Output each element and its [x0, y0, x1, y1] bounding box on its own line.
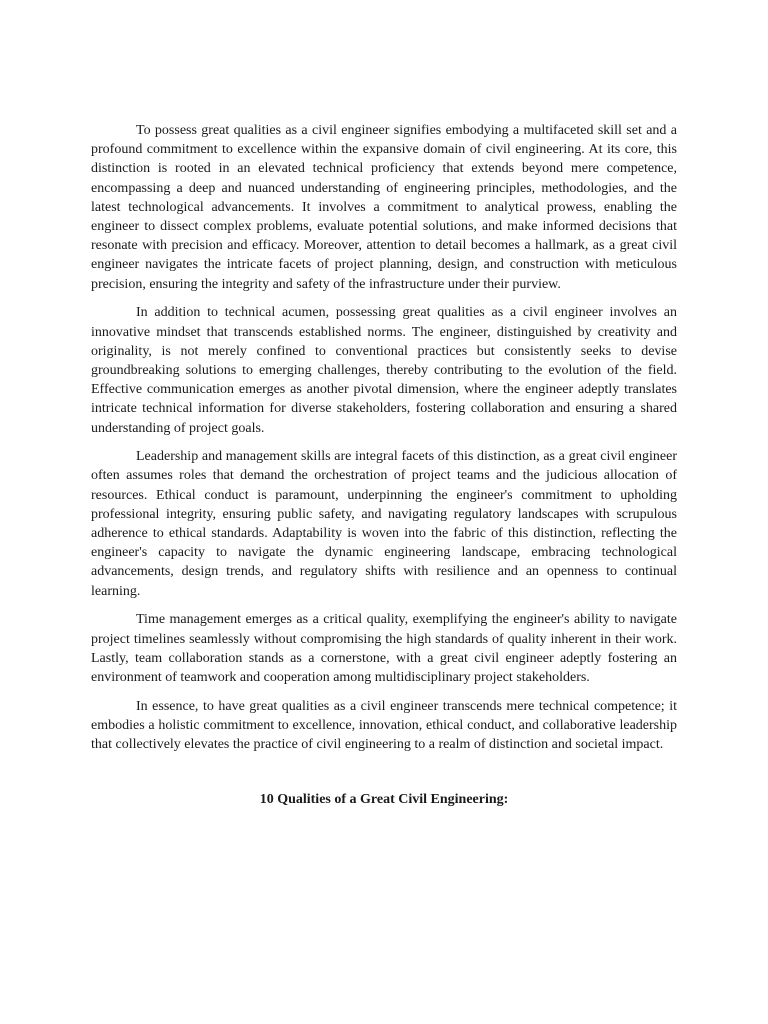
section-heading: 10 Qualities of a Great Civil Engineering: [259, 792, 509, 808]
paragraph-leadership: Leadership and management skills are integral facets of this distinction, as a great civil engineer often assumes roles that demand the orchestration of project teams and the judicious allocation of resources. Ethical conduct is paramount, underpinning the engineer's commitment to upholding professional integrity, ensuring public safety, and navigating regulatory landscapes with scrupulous adherence to ethical standards. Adaptability is woven into the fabric of this distinction, reflecting the engineer's capacity to navigate the dynamic engineering landscape, embracing technological advancements, design trends, and regulatory shifts with resilience and an openness to continual learning. [91, 449, 677, 599]
document-body [91, 121, 677, 810]
paragraph-conclusion: In essence, to have great qualities as a civil engineer transcends mere technical competence; it embodies a holistic commitment to excellence, innovation, ethical conduct, and collaborative leadership that collectively elevates the practice of civil engineering to a realm of distinction and societal impact. [91, 698, 677, 753]
paragraph-time-management: Time management emerges as a critical quality, exemplifying the engineer's ability to navigate project timelines seamlessly without compromising the high standards of quality inherent in their work. Lastly, team collaboration stands as a cornerstone, with a great civil engineer adeptly fostering an environment of teamwork and cooperation among multidisciplinary project stakeholders. [91, 612, 677, 685]
paragraph-technical-acumen: In addition to technical acumen, possessing great qualities as a civil engineer involves an innovative mindset that transcends established norms. The engineer, distinguished by creativity and originality, is not merely confined to conventional practices but consistently seeks to devise groundbreaking solutions to emerging challenges, thereby contributing to the evolution of the field. Effective communication emerges as another pivotal dimension, where the engineer adeptly translates intricate technical information for diverse stakeholders, fostering collaboration and ensuring a shared understanding of project goals. [91, 305, 677, 436]
paragraph-introduction: To possess great qualities as a civil engineer signifies embodying a multifaceted skill set and a profound commitment to excellence within the expansive domain of civil engineering. At its core, this distinction is rooted in an elevated technical proficiency that extends beyond mere competence, encompassing a deep and nuanced understanding of engineering principles, methodologies, and the latest technological advancements. It involves a commitment to analytical prowess, enabling the engineer to dissect complex problems, evaluate potential solutions, and make informed decisions that resonate with precision and efficacy. Moreover, attention to detail becomes a hallmark, as a great civil engineer navigates the intricate facets of project planning, design, and construction with meticulous precision, ensuring the integrity and safety of the infrastructure under their purview. [91, 123, 677, 292]
